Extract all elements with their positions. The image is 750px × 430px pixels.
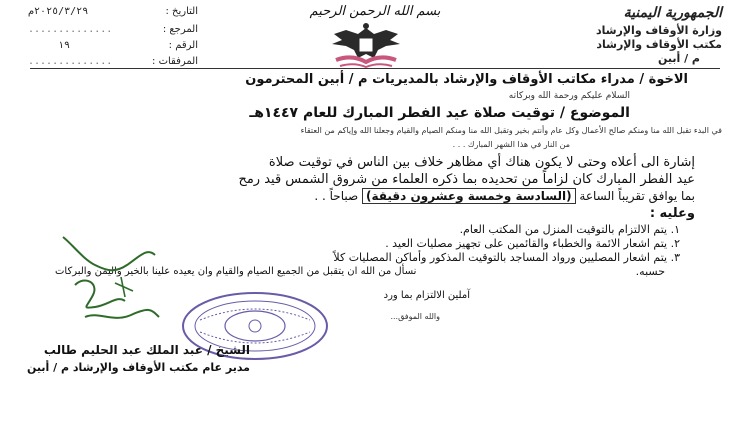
- greeting: السلام عليكم ورحمة الله وبركاته: [508, 91, 630, 101]
- attachments-label: المرفقات :: [152, 56, 198, 67]
- date-label: التاريخ :: [165, 6, 198, 17]
- number-field: [28, 40, 198, 51]
- instruction-item-3-continued: حسبه.: [635, 265, 665, 278]
- header-province: م / أبين: [657, 52, 700, 65]
- header-office: مكتب الأوقاف والإرشاد: [596, 38, 722, 51]
- basmala: بسم الله الرحمن الرحيم: [309, 4, 441, 19]
- signature-icon: [55, 225, 165, 335]
- intro-line-2: من النار في هذا الشهر المبارك . . .: [452, 140, 570, 149]
- reference-label: المرجع :: [162, 24, 198, 35]
- reference-dots: ..............: [28, 24, 113, 35]
- paragraph-time-highlight: (السادسة وخمسة وعشرون دقيقة): [362, 188, 576, 204]
- eagle-emblem-icon: [328, 20, 404, 70]
- instruction-item-1: ١. يتم الالتزام بالتوقيت المنزل من المكتب العام.: [459, 223, 680, 236]
- paragraph-time-suffix: صباحاً . .: [314, 189, 359, 203]
- signatory-name: الشيخ / عبد الملك عبد الحليم طالب: [43, 343, 250, 357]
- closing-thanks: والله الموفق...: [390, 312, 440, 321]
- paragraph-line-1: إشارة الى أعلاه وحتى لا يكون هناك أي مظاهر خلاف بين الناس في توقيت صلاة: [268, 155, 695, 170]
- subject: الموضوع / توقيت صلاة عيد الفطر المبارك للعام ١٤٤٧هـ: [249, 105, 630, 121]
- number-value: ١٩: [58, 40, 71, 51]
- header-ministry: وزارة الأوقاف والإرشاد: [595, 24, 722, 37]
- addressee: الاخوة / مدراء مكاتب الأوقاف والإرشاد بالمديريات م / أبين المحترمون: [245, 72, 688, 87]
- paragraph-time-prefix: بما يوافق تقريباً الساعة: [579, 189, 695, 203]
- closing-hope: آملين الالتزام بما ورد: [383, 290, 470, 301]
- paragraph-line-2: عيد الفطر المبارك كان لزاماً من تحديده بما ذكره العلماء من شروق الشمس قيد رمح: [238, 172, 695, 187]
- attachments-dots: ..............: [28, 56, 113, 67]
- header-divider: [30, 68, 720, 69]
- number-label: الرقم :: [168, 40, 198, 51]
- date-field: [28, 6, 198, 17]
- reference-field: [28, 24, 198, 35]
- header-country: الجمهورية اليمنية: [623, 5, 722, 21]
- attachments-field: [28, 56, 198, 67]
- instruction-item-3: ٣. يتم اشعار المصليين ورواد المساجد بالتوقيت المذكور وأماكن المصليات كلاً: [333, 251, 680, 264]
- signatory-title: مدير عام مكتب الأوقاف والإرشاد م / أبين: [27, 361, 250, 374]
- closing-prayer: نسأل من الله ان يتقبل من الجميع الصيام والقيام وان يعيده علينا بالخير واليمن والبركات: [55, 266, 417, 277]
- instructions-title: وعليه :: [649, 206, 695, 221]
- date-value: ٢٠٢٥/٣/٢٩م: [28, 6, 89, 17]
- instruction-item-2: ٢. يتم اشعار الائمة والخطباء والقائمين على تجهيز مصليات العيد .: [385, 237, 680, 250]
- intro-line-1: في البدء تقبل الله منا ومنكم صالح الأعمال وكل عام وأنتم بخير وتقبل الله منا ومنكم الصيام والقيام وجعلنا الله وإياكم من العتقاء: [300, 126, 722, 135]
- paragraph-line-3: [314, 189, 695, 203]
